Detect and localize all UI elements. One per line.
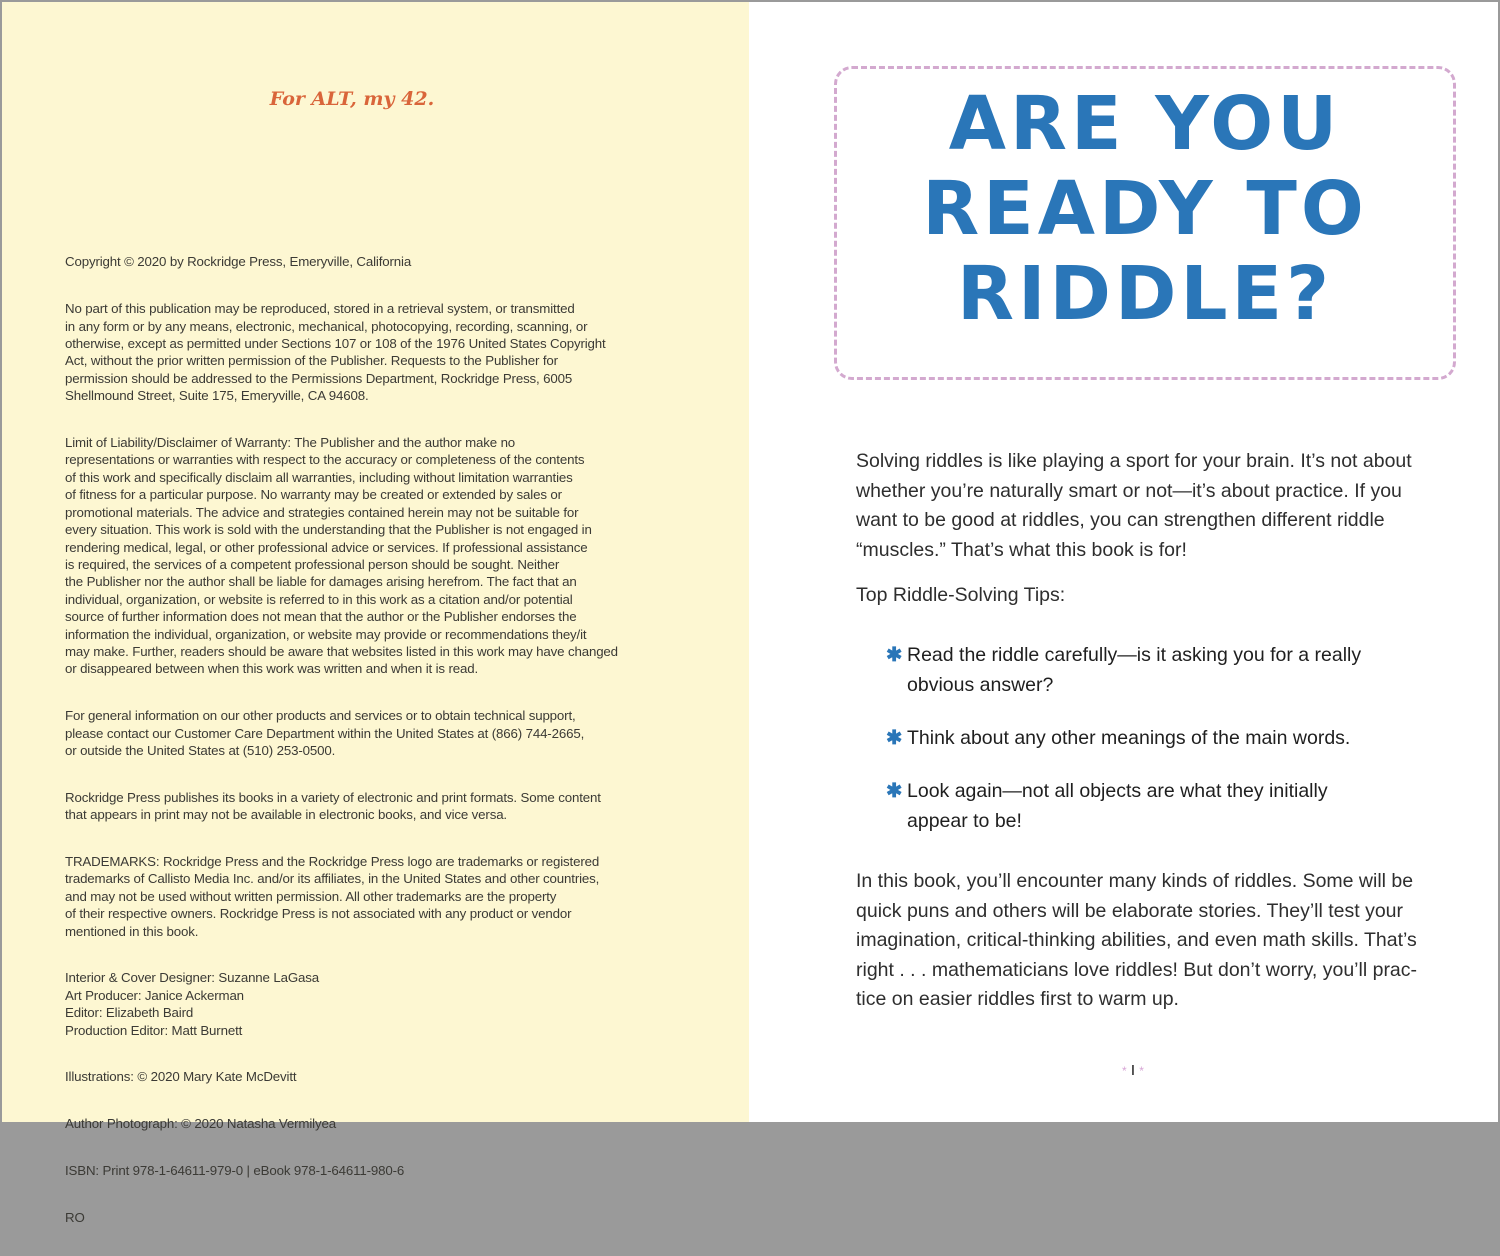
trademarks-notice: TRADEMARKS: Rockridge Press and the Rockridge Press logo are trademarks or registered trademarks of Callisto Media Inc. and/or its affiliates, in the United States and other countries, and may not be used without written permission. All other trademarks are the property of their respective owners. Rockridge Press is not associated with any product or vendor mentioned in this book.: [65, 854, 600, 939]
photo-credit: Author Photograph: © 2020 Natasha Vermilyea: [65, 1116, 336, 1132]
tip-text: Think about any other meanings of the main words.: [907, 727, 1351, 749]
asterisk-bullet-icon: ✱: [886, 727, 903, 749]
liability-disclaimer: Limit of Liability/Disclaimer of Warranty: The Publisher and the author make no representations or warranties with respect to the accuracy or completeness of the contents of this work and specifically disclaim all warranties, including without limitation warranties of fitness for a particular purpose. No warranty may be created or extended by sales or promotional materials. The advice and strategies contained herein may not be suitable for every situation. This work is sold with the understanding that the Publisher is not engaged in rendering medical, legal, or other professional advice or services. If professional assistance is required, the services of a competent professional person should be sought. Neither the Publisher nor the author shall be liable for damages arising herefrom. The fact that an individual, organization, or website is referred to in this work as a citation and/or potential source of further information does not mean that the author or the Publisher endorses the information the individual, organization, or website may provide or recommendations they/it may make. Further, readers should be aware that websites listed in this work may have changed or disappeared between when this work was written and when it is read.: [65, 435, 618, 677]
tip-text: Look again—not all objects are what they initially appear to be!: [907, 780, 1328, 832]
star-ornament-icon: *: [1122, 1064, 1127, 1078]
page-number-value: I: [1130, 1062, 1136, 1079]
tip-item: [886, 641, 1426, 700]
asterisk-bullet-icon: ✱: [886, 644, 903, 666]
contact-info: For general information on our other products and services or to obtain technical support, please contact our Customer Care Department within the United States at (866) 744-2665, or outside the United States at (510) 253-0500.: [65, 708, 585, 758]
formats-notice: Rockridge Press publishes its books in a variety of electronic and print formats. Some content that appears in print may not be available in electronic books, and vice versa.: [65, 789, 601, 823]
page-title: ARE YOU READY TO RIDDLE?: [922, 81, 1368, 337]
page-number: [1122, 1062, 1144, 1079]
tips-heading: Top Riddle-Solving Tips:: [856, 584, 1066, 606]
tip-item: [886, 777, 1426, 836]
illustrations-credit: Illustrations: © 2020 Mary Kate McDevitt: [65, 1069, 297, 1085]
print-code: RO: [65, 1209, 85, 1225]
credits: Interior & Cover Designer: Suzanne LaGasa Art Producer: Janice Ackerman Editor: Elizabeth Baird Production Editor: Matt Burnett: [65, 970, 320, 1038]
copyright-line: Copyright © 2020 by Rockridge Press, Emeryville, California: [65, 254, 412, 270]
closing-paragraph: In this book, you’ll encounter many kinds of riddles. Some will be quick puns and others will be elaborate stories. They’ll test your imagination, critical-thinking abilities, and even math skills. That’s right . . . mathematicians love riddles! But don’t worry, you’ll prac- tice on easier riddles first to warm up.: [856, 870, 1418, 1011]
copyright-page: [2, 2, 749, 1225]
star-ornament-icon: *: [1139, 1064, 1144, 1078]
dedication: For ALT, my 42.: [269, 88, 435, 110]
intro-paragraph: Solving riddles is like playing a sport for your brain. It’s not about whether you’re naturally smart or not—it’s about practice. If you want to be good at riddles, you can strengthen different riddle “muscles.” That’s what this book is for!: [856, 450, 1412, 561]
tip-item: [886, 724, 1426, 754]
isbn: ISBN: Print 978-1-64611-979-0 | eBook 978-1-64611-980-6: [65, 1163, 405, 1179]
reproduction-notice: No part of this publication may be reproduced, stored in a retrieval system, or transmitted in any form or by any means, electronic, mechanical, photocopying, recording, scanning, or otherwise, except as permitted under Sections 107 or 108 of the 1976 United States Copyright Act, without the prior written permission of the Publisher. Requests to the Publisher for permission should be addressed to the Permissions Department, Rockridge Press, 6005 Shellmound Street, Suite 175, Emeryville, CA 94608.: [65, 301, 606, 404]
tip-text: Read the riddle carefully—is it asking you for a really obvious answer?: [907, 644, 1362, 696]
copyright-text: [65, 236, 665, 1256]
asterisk-bullet-icon: ✱: [886, 780, 903, 802]
